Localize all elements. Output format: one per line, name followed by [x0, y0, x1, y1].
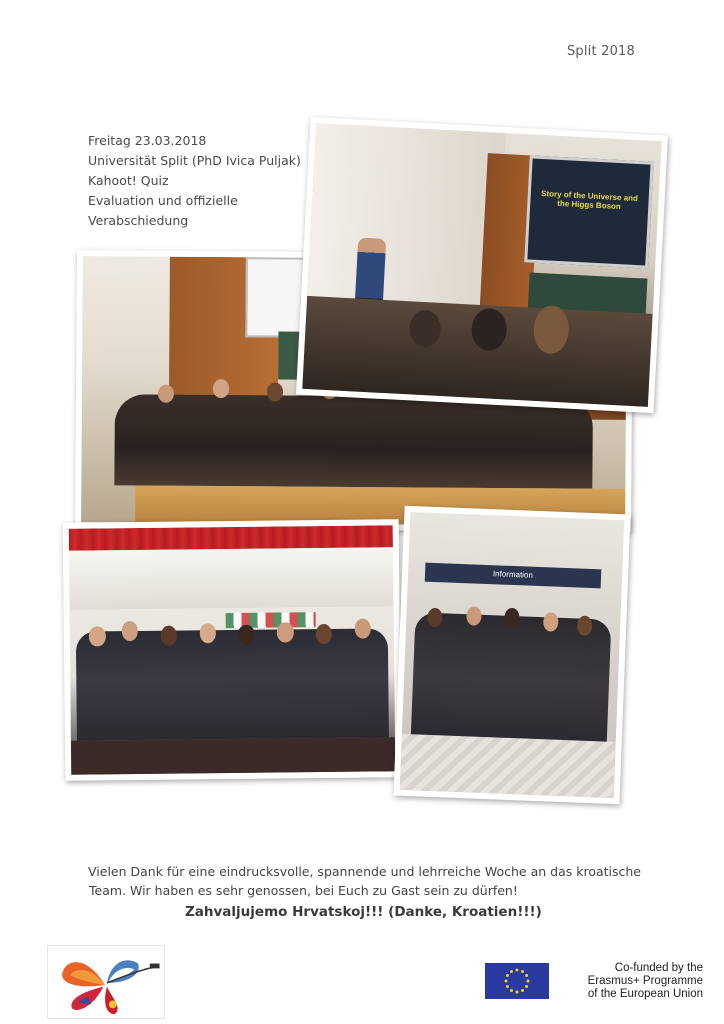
eu-star	[505, 980, 508, 983]
eu-text-line-3: of the European Union	[587, 988, 703, 1000]
eu-text-line-2: Erasmus+ Programme	[587, 975, 703, 987]
photo-stage-image	[69, 525, 396, 774]
eu-star	[516, 969, 519, 972]
event-activity-quiz: Kahoot! Quiz	[88, 173, 169, 188]
eu-star	[510, 970, 513, 973]
eu-star	[506, 985, 509, 988]
event-date: Freitag 23.03.2018	[88, 133, 207, 148]
eu-star	[510, 989, 513, 992]
project-logo	[47, 945, 165, 1019]
photo-group-information-hall	[394, 506, 631, 804]
bunting-flags	[225, 612, 316, 628]
information-sign-text: Information	[492, 569, 534, 580]
butterfly-flags-icon	[48, 946, 164, 1018]
eu-flag-icon	[485, 963, 549, 999]
thank-you-line-1: Vielen Dank für eine eindrucksvolle, spannende und lehrreiche Woche an das kroatische	[88, 864, 641, 879]
photo-lecture-image	[302, 123, 661, 407]
farewell-heading: Zahvaljujemo Hrvatskoj!!! (Danke, Kroatien!!!)	[185, 904, 542, 920]
eu-star	[521, 989, 524, 992]
eu-star	[525, 985, 528, 988]
eu-text-line-1: Co-funded by the	[614, 962, 703, 974]
eu-star	[527, 980, 530, 983]
information-sign	[425, 563, 601, 589]
photo-lecture-projector	[296, 117, 668, 413]
eu-star	[506, 974, 509, 977]
eu-star	[516, 991, 519, 994]
projector-screen	[524, 156, 654, 269]
header-city-year: Split 2018	[566, 44, 635, 59]
photo-information-image	[400, 512, 625, 798]
photo-group-stage	[63, 519, 402, 781]
eu-star	[525, 974, 528, 977]
eu-star	[521, 970, 524, 973]
projector-slide-title: Story of the Universe and the Higgs Boson	[540, 189, 639, 212]
event-activity-farewell: Verabschiedung	[88, 213, 189, 228]
event-activity-evaluation: Evaluation und offizielle	[88, 193, 238, 208]
event-info-block	[88, 131, 301, 231]
eu-cofunding-text	[558, 962, 703, 1001]
thank-you-line-2: Team. Wir haben es sehr genossen, bei Euch zu Gast sein zu dürfen!	[89, 883, 518, 898]
thank-you-message	[88, 862, 648, 900]
event-location: Universität Split (PhD Ivica Puljak)	[88, 153, 301, 168]
